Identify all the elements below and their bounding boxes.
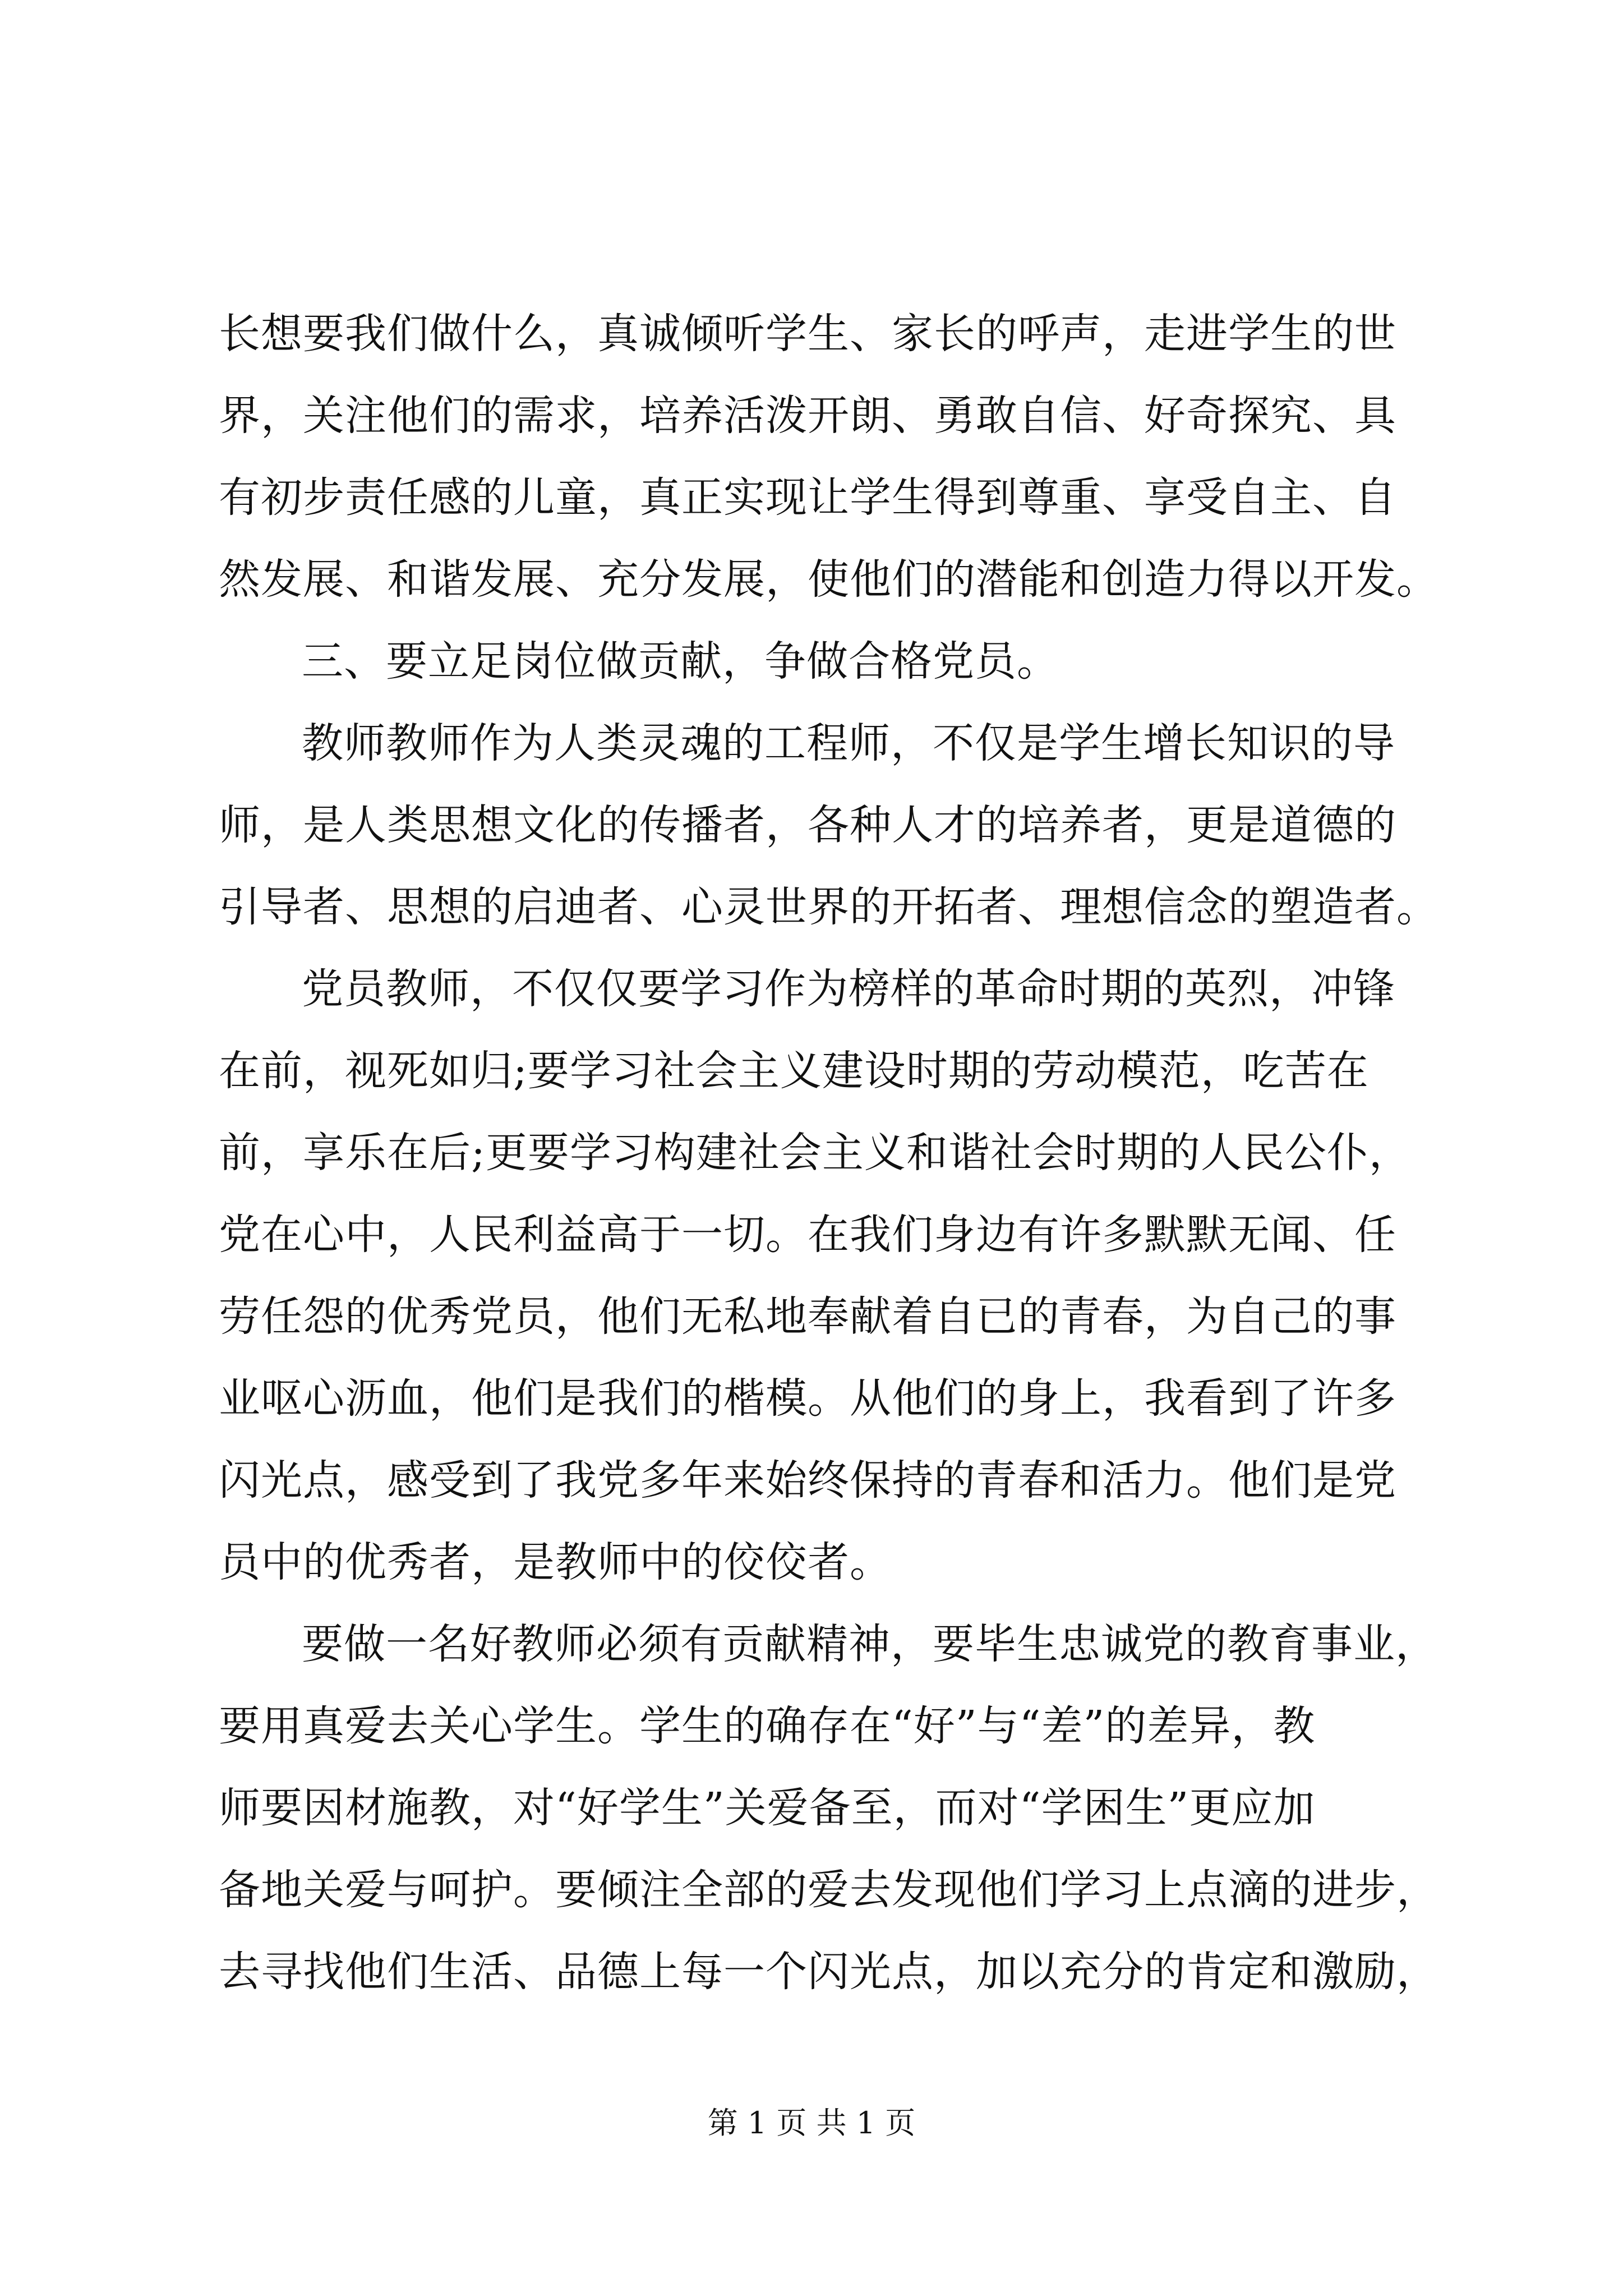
text-line: 去寻找他们生活、品德上每一个闪光点，加以充分的肯定和激励， [219,1948,1438,1996]
text-line: 师，是人类思想文化的传播者，各种人才的培养者，更是道德的 [219,801,1396,849]
text-line: 教师教师作为人类灵魂的工程师，不仅是学生增长知识的导 [302,719,1395,767]
text-line: 闪光点，感受到了我党多年来始终保持的青春和活力。他们是党 [219,1456,1396,1504]
page-footer: 第 1 页 共 1 页 [707,2105,916,2141]
text-line: 有初步责任感的儿童，真正实现让学生得到尊重、享受自主、自 [219,473,1396,522]
text-line: 业呕心沥血，他们是我们的楷模。从他们的身上，我看到了许多 [219,1374,1396,1423]
text-line: 党员教师，不仅仅要学习作为榜样的革命时期的英烈，冲锋 [302,965,1395,1013]
text-line: 三、要立足岗位做贡献，争做合格党员。 [302,637,1059,685]
text-line: 员中的优秀者，是教师中的佼佼者。 [219,1538,892,1586]
text-line: 师要因材施教，对“好学生”关爱备至，而对“学困生”更应加 [219,1784,1316,1832]
body-text [219,293,1438,2013]
text-line: 引导者、思想的启迪者、心灵世界的开拓者、理想信念的塑造者。 [219,883,1438,931]
text-line: 界，关注他们的需求，培养活泼开朗、勇敢自信、好奇探究、具 [219,392,1396,440]
text-line: 然发展、和谐发展、充分发展，使他们的潜能和创造力得以开发。 [219,555,1438,604]
text-line: 在前，视死如归;要学习社会主义建设时期的劳动模范，吃苦在 [219,1047,1369,1095]
text-line: 备地关爱与呵护。要倾注全部的爱去发现他们学习上点滴的进步， [219,1866,1438,1914]
text-line: 要用真爱去关心学生。学生的确存在“好”与“差”的差异，教 [219,1702,1316,1750]
text-line: 前，享乐在后;更要学习构建社会主义和谐社会时期的人民公仆， [219,1129,1411,1177]
text-line: 劳任怨的优秀党员，他们无私地奉献着自已的青春，为自己的事 [219,1292,1396,1341]
text-line: 长想要我们做什么，真诚倾听学生、家长的呼声，走进学生的世 [219,310,1396,358]
text-line: 党在心中，人民利益高于一切。在我们身边有许多默默无闻、任 [219,1211,1396,1259]
text-line: 要做一名好教师必须有贡献精神，要毕生忠诚党的教育事业， [302,1620,1437,1668]
